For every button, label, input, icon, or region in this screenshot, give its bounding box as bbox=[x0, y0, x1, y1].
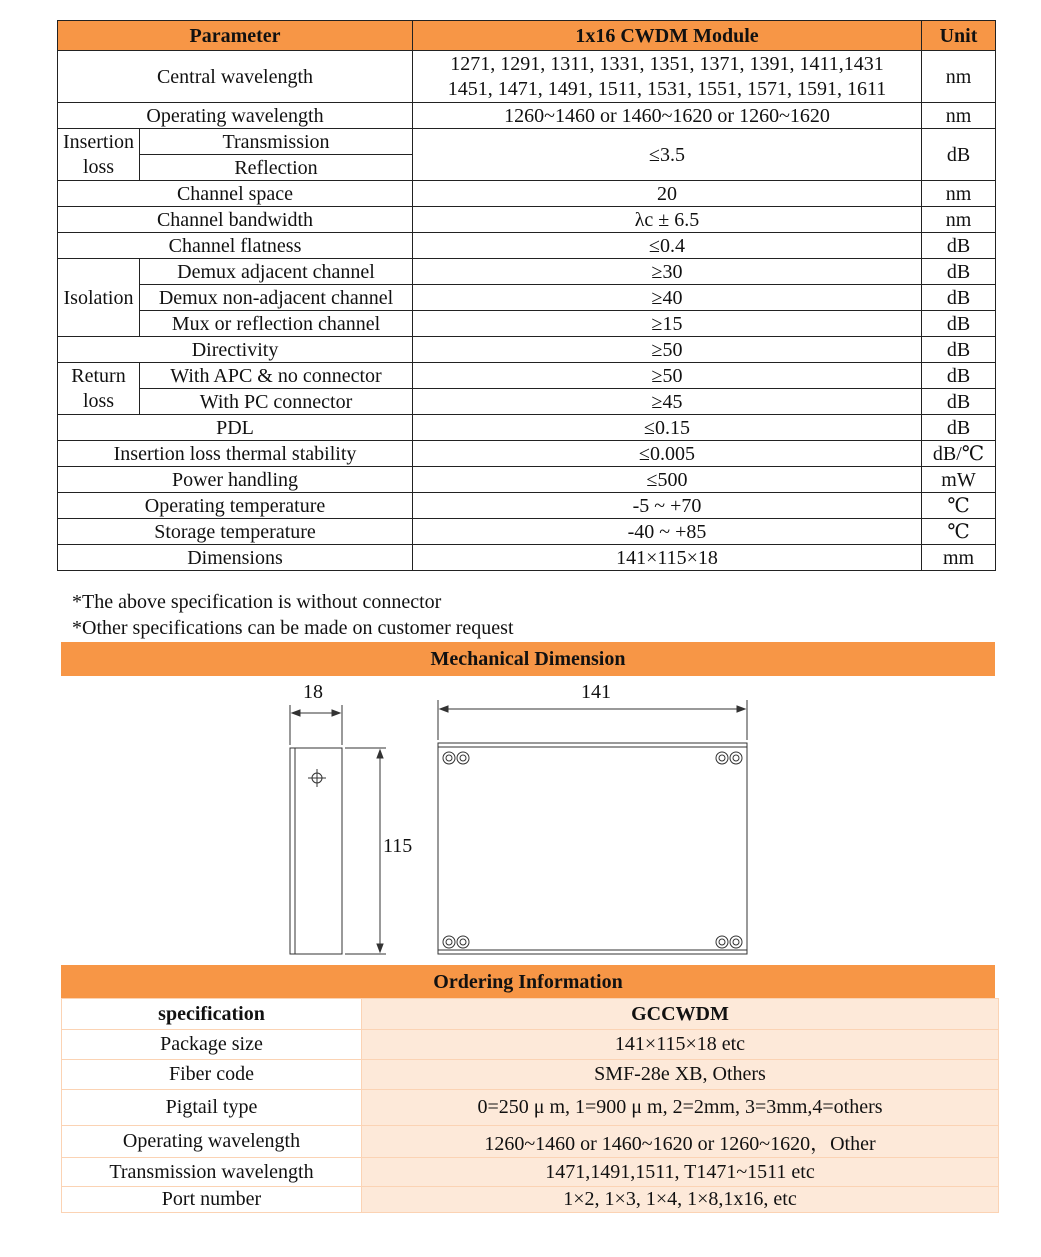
param-value: ≤0.15 bbox=[413, 415, 922, 441]
param-unit: dB bbox=[922, 337, 996, 363]
ordering-label: Fiber code bbox=[62, 1060, 362, 1090]
param-unit: nm bbox=[922, 207, 996, 233]
param-unit: dB bbox=[922, 129, 996, 181]
param-label: Storage temperature bbox=[58, 519, 413, 545]
param-unit: dB bbox=[922, 389, 996, 415]
param-unit: dB bbox=[922, 363, 996, 389]
group-label-insertion bbox=[58, 129, 140, 181]
row-channel-flatness bbox=[58, 233, 996, 259]
param-value: ≥50 bbox=[413, 337, 922, 363]
ordering-label: Operating wavelength bbox=[62, 1126, 362, 1158]
param-value: 1260~1460 or 1460~1620 or 1260~1620 bbox=[413, 103, 922, 129]
param-label: Insertion loss thermal stability bbox=[58, 441, 413, 467]
group-label-isolation: Isolation bbox=[58, 259, 140, 337]
param-label: Channel flatness bbox=[58, 233, 413, 259]
param-value: ≤0.4 bbox=[413, 233, 922, 259]
row-power-handling bbox=[58, 467, 996, 493]
param-label: With PC connector bbox=[140, 389, 413, 415]
spec-header-row bbox=[58, 21, 996, 51]
ordering-row bbox=[62, 1158, 999, 1187]
group-line: Return bbox=[71, 364, 126, 387]
param-label: Operating wavelength bbox=[58, 103, 413, 129]
param-value: -40 ~ +85 bbox=[413, 519, 922, 545]
param-unit: dB bbox=[922, 415, 996, 441]
param-unit: mW bbox=[922, 467, 996, 493]
param-unit: nm bbox=[922, 103, 996, 129]
row-channel-bandwidth bbox=[58, 207, 996, 233]
ordering-table bbox=[61, 998, 999, 1213]
ordering-header-spec: specification bbox=[62, 999, 362, 1030]
param-unit: nm bbox=[922, 181, 996, 207]
param-value: ≤500 bbox=[413, 467, 922, 493]
dim-label-height: 115 bbox=[383, 835, 413, 857]
param-value: ≥40 bbox=[413, 285, 922, 311]
row-isolation-mux bbox=[58, 311, 996, 337]
group-line: loss bbox=[82, 389, 115, 412]
row-storage-temperature bbox=[58, 519, 996, 545]
param-value: 141×115×18 bbox=[413, 545, 922, 571]
param-unit: dB bbox=[922, 259, 996, 285]
row-channel-space bbox=[58, 181, 996, 207]
param-unit: ℃ bbox=[922, 493, 996, 519]
header-parameter: Parameter bbox=[58, 21, 413, 51]
row-thermal-stability bbox=[58, 441, 996, 467]
ordering-header-row bbox=[62, 999, 999, 1030]
param-label: PDL bbox=[58, 415, 413, 441]
dim-label-side-width: 18 bbox=[303, 681, 323, 703]
ordering-value: 1×2, 1×3, 1×4, 1×8,1x16, etc bbox=[362, 1187, 999, 1213]
ordering-label: Transmission wavelength bbox=[62, 1158, 362, 1187]
param-unit: nm bbox=[922, 51, 996, 103]
param-value: ≥30 bbox=[413, 259, 922, 285]
param-value: 20 bbox=[413, 181, 922, 207]
value-line: 1451, 1471, 1491, 1511, 1531, 1551, 1571, 1591, 1611 bbox=[447, 77, 887, 100]
ordering-value: 1471,1491,1511, T1471~1511 etc bbox=[362, 1158, 999, 1187]
param-unit: ℃ bbox=[922, 519, 996, 545]
param-value: ≤0.005 bbox=[413, 441, 922, 467]
param-unit: mm bbox=[922, 545, 996, 571]
ordering-header-code: GCCWDM bbox=[362, 999, 999, 1030]
param-value bbox=[413, 51, 922, 103]
param-label: Transmission bbox=[140, 129, 413, 155]
param-label: Reflection bbox=[140, 155, 413, 181]
mechanical-dimension-title: Mechanical Dimension bbox=[61, 642, 995, 676]
param-label: Channel bandwidth bbox=[58, 207, 413, 233]
param-value: -5 ~ +70 bbox=[413, 493, 922, 519]
row-operating-wavelength bbox=[58, 103, 996, 129]
ordering-label: Pigtail type bbox=[62, 1090, 362, 1126]
row-return-loss-pc bbox=[58, 389, 996, 415]
ordering-info-title: Ordering Information bbox=[61, 965, 995, 999]
param-value: ≥15 bbox=[413, 311, 922, 337]
dim-label-front-width: 141 bbox=[581, 681, 611, 703]
group-label-return-loss bbox=[58, 363, 140, 415]
row-directivity bbox=[58, 337, 996, 363]
ordering-label: Port number bbox=[62, 1187, 362, 1213]
group-line: loss bbox=[82, 155, 115, 178]
ordering-label: Package size bbox=[62, 1030, 362, 1060]
group-line: Insertion bbox=[62, 130, 135, 153]
param-value: ≥50 bbox=[413, 363, 922, 389]
ordering-row bbox=[62, 1060, 999, 1090]
ordering-row bbox=[62, 1126, 999, 1158]
param-label: Central wavelength bbox=[58, 51, 413, 103]
note-custom: *Other specifications can be made on customer request bbox=[72, 617, 514, 639]
value-line: 1271, 1291, 1311, 1331, 1351, 1371, 1391, 1411,1431 bbox=[450, 52, 884, 75]
param-label: Demux adjacent channel bbox=[140, 259, 413, 285]
param-value: λc ± 6.5 bbox=[413, 207, 922, 233]
row-dimensions bbox=[58, 545, 996, 571]
header-unit: Unit bbox=[922, 21, 996, 51]
param-label: Power handling bbox=[58, 467, 413, 493]
ordering-row bbox=[62, 1030, 999, 1060]
param-label: Channel space bbox=[58, 181, 413, 207]
ordering-value: 1260~1460 or 1460~1620 or 1260~1620，Other bbox=[362, 1126, 999, 1158]
ordering-value: SMF-28e XB, Others bbox=[362, 1060, 999, 1090]
screw-holes bbox=[443, 752, 742, 948]
row-return-loss-apc bbox=[58, 363, 996, 389]
row-isolation-adjacent bbox=[58, 259, 996, 285]
param-label: With APC & no connector bbox=[140, 363, 413, 389]
spec-table bbox=[57, 20, 996, 571]
row-isolation-non-adjacent bbox=[58, 285, 996, 311]
header-module: 1x16 CWDM Module bbox=[413, 21, 922, 51]
row-operating-temperature bbox=[58, 493, 996, 519]
param-value: ≥45 bbox=[413, 389, 922, 415]
ordering-row bbox=[62, 1187, 999, 1213]
param-unit: dB bbox=[922, 285, 996, 311]
param-label: Dimensions bbox=[58, 545, 413, 571]
param-unit: dB/℃ bbox=[922, 441, 996, 467]
param-value: ≤3.5 bbox=[413, 129, 922, 181]
param-unit: dB bbox=[922, 233, 996, 259]
front-view bbox=[438, 700, 747, 954]
param-unit: dB bbox=[922, 311, 996, 337]
row-central-wavelength bbox=[58, 51, 996, 103]
row-insertion-loss bbox=[58, 129, 996, 155]
ordering-value: 141×115×18 etc bbox=[362, 1030, 999, 1060]
param-label: Mux or reflection channel bbox=[140, 311, 413, 337]
ordering-row bbox=[62, 1090, 999, 1126]
param-label: Operating temperature bbox=[58, 493, 413, 519]
row-pdl bbox=[58, 415, 996, 441]
param-label: Demux non-adjacent channel bbox=[140, 285, 413, 311]
ordering-value: 0=250 μ m, 1=900 μ m, 2=2mm, 3=3mm,4=others bbox=[362, 1090, 999, 1126]
side-view bbox=[290, 705, 386, 954]
param-label: Directivity bbox=[58, 337, 413, 363]
note-connector: *The above specification is without connector bbox=[72, 591, 442, 613]
